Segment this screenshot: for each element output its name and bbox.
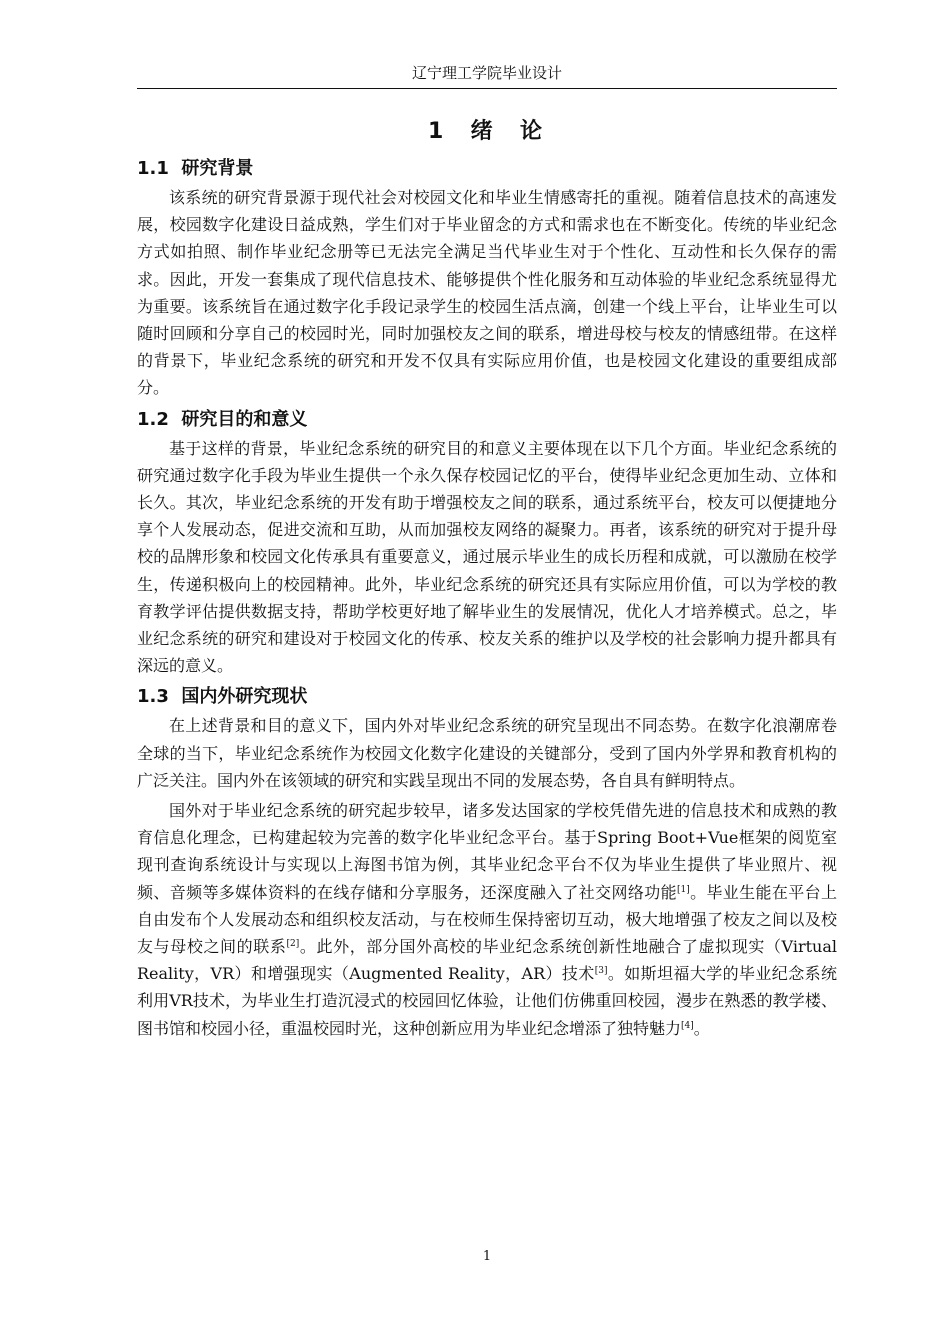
text-run: 。毕业生能在平台上自由发布个人发展动态和组织校友活动，与在校师生保持密切互动，极大地增强了校友之间以及校友与母校之间的联系: [137, 882, 837, 957]
section-heading-1-1: 1.1 研究背景: [137, 158, 254, 179]
section-heading-1-3: 1.3 国内外研究现状: [137, 686, 308, 708]
citation-ref: [3]: [594, 966, 608, 977]
page-number: 1: [482, 1249, 492, 1264]
section-heading-1-2: 1.2 研究目的和意义: [137, 408, 308, 430]
paragraph: 基于这样的背景，毕业纪念系统的研究目的和意义主要体现在以下几个方面。毕业纪念系统的研究通过数字化手段为毕业生提供一个永久保存校园记忆的平台，使得毕业纪念更加生动、立体和长久。其次，毕业纪念系统的开发有助于增强校友之间的联系，通过系统平台，校友可以便捷地分享个人发展动态，促进交流和互助，从而加强校友网络的凝聚力。再者，该系统的研究对于提升母校的品牌形象和校园文化传承具有重要意义，通过展示毕业生的成长历程和成就，可以激励在校学生，传递积极向上的校园精神。此外，毕业纪念系统的研究还具有实际应用价值，可以为学校的教育教学评估提供数据支持，帮助学校更好地了解毕业生的发展情况，优化人才培养模式。总之，毕业纪念系统的研究和建设对于校园文化的传承、校友关系的维护以及学校的社会影响力提升都具有深远的意义。: [137, 438, 837, 676]
paragraph: 在上述背景和目的意义下，国内外对毕业纪念系统的研究呈现出不同态势。在数字化浪潮席卷全球的当下，毕业纪念系统作为校园文化数字化建设的关键部分，受到了国内外学界和教育机构的广泛关注。国内外在该领域的研究和实践呈现出不同的发展态势，各自具有鲜明特点。: [137, 716, 837, 790]
citation-ref: [2]: [286, 939, 300, 950]
page-content: [137, 112, 837, 1045]
header-rule: [137, 88, 837, 89]
text-run: 国外对于毕业纪念系统的研究起步较早，诸多发达国家的学校凭借先进的信息技术和成熟的教育信息化理念，已构建起较为完善的数字化毕业纪念平台。基于Spring Boot+Vue框架的阅览室现刊查询系统设计与实现以上海图书馆为例，其毕业纪念平台不仅为毕业生提供了毕业照片、视频、音频等多媒体资料的在线存储和分享服务，还深度融入了社交网络功能: [137, 801, 837, 902]
text-run: 。如斯坦福大学的毕业纪念系统利用VR技术，为毕业生打造沉浸式的校园回忆体验，让他们仿佛重回校园，漫步在熟悉的教学楼、图书馆和校园小径，重温校园时光，这种创新应用为毕业纪念增添了独特魅力: [137, 964, 837, 1038]
chapter-title: 1 绪 论: [428, 119, 546, 144]
citation-ref: [1]: [676, 884, 690, 895]
running-header: 辽宁理工学院毕业设计: [411, 64, 562, 82]
citation-ref: [4]: [681, 1020, 694, 1031]
text-run: 。此外，部分国外高校的毕业纪念系统创新性地融合了虚拟现实（Virtual Reality，VR）和增强现实（Augmented Reality，AR）技术: [137, 937, 837, 984]
paragraph-with-citations: [137, 797, 837, 1042]
paragraph: 该系统的研究背景源于现代社会对校园文化和毕业生情感寄托的重视。随着信息技术的高速发展，校园数字化建设日益成熟，学生们对于毕业留念的方式和需求也在不断变化。传统的毕业纪念方式如拍照、制作毕业纪念册等已无法完全满足当代毕业生对于个性化、互动性和长久保存的需求。因此，开发一套集成了现代信息技术、能够提供个性化服务和互动体验的毕业纪念系统显得尤为重要。该系统旨在通过数字化手段记录学生的校园生活点滴，创建一个线上平台，让毕业生可以随时回顾和分享自己的校园时光，同时加强校友之间的联系，增进母校与校友的情感纽带。在这样的背景下，毕业纪念系统的研究和开发不仅具有实际应用价值，也是校园文化建设的重要组成部分。: [137, 188, 837, 398]
text-run: 。: [693, 1018, 710, 1038]
